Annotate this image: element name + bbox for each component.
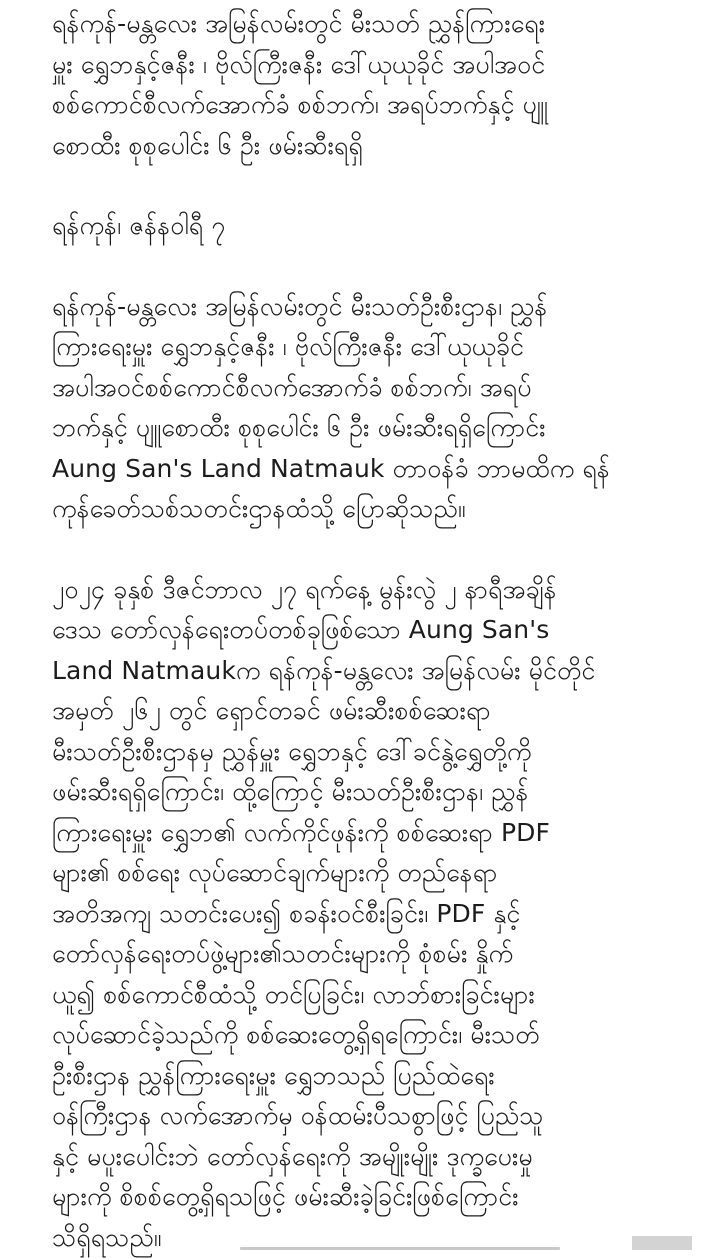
text-line: စောထီး စုစုပေါင်း ၆ ဦး ဖမ်းဆီးရရှိ bbox=[52, 126, 680, 167]
text-line: နှင့် မပူးပေါင်းဘဲ တော်လှန်ရေးကို အမျိုးမျိုး ဒုက္ခပေးမှု bbox=[52, 1137, 680, 1178]
text-line: ကြားရေးမှူး ရွှေဘ၏ လက်ကိုင်ဖုန်းကို စစ်ဆေးရာ PDF bbox=[52, 813, 680, 854]
text-line: လုပ်ဆောင်ခဲ့သည်ကို စစ်ဆေးတွေ့ရှိရကြောင်း၊ မီးသတ် bbox=[52, 1015, 680, 1056]
article-body bbox=[52, 4, 680, 1258]
headline-paragraph bbox=[52, 4, 680, 166]
text-line: စစ်ကောင်စီလက်အောက်ခံ စစ်ဘက်၊ အရပ်ဘက်နှင့် ပျူ bbox=[52, 85, 680, 126]
text-line: ဒေသ တော်လှန်ရေးတပ်တစ်ခုဖြစ်သော Aung San's bbox=[52, 610, 680, 651]
next-content-edge bbox=[0, 1240, 720, 1250]
text-line: သိရှိရသည်။ bbox=[52, 1218, 680, 1258]
dateline-paragraph bbox=[52, 206, 680, 247]
text-line: ရန်ကုန်-မန္တလေး အမြန်လမ်းတွင် မီးသတ်ဦးစီးဌာန၊ ညွှန် bbox=[52, 287, 680, 328]
text-line: ရန်ကုန်၊ ဇန်နဝါရီ ၇ bbox=[52, 206, 680, 247]
text-line: ဖမ်းဆီးရရှိကြောင်း၊ ထို့ကြောင့် မီးသတ်ဦးစီးဌာန၊ ညွှန် bbox=[52, 772, 680, 813]
text-line: ဘက်နှင့် ပျူစောထီး စုစုပေါင်း ၆ ဦး ဖမ်းဆီးရရှိကြောင်း bbox=[52, 408, 680, 449]
text-line: အတိအကျ သတင်းပေး၍ စခန်းဝင်စီးခြင်း၊ PDF နှင့် bbox=[52, 894, 680, 935]
text-line: ကြားရေးမှူး ရွှေဘနှင့်ဇနီး ၊ ဗိုလ်ကြီးဇနီး ဒေါ်ယုယုခိုင် bbox=[52, 327, 680, 368]
text-line: မှူး ရွှေဘနှင့်ဇနီး ၊ ဗိုလ်ကြီးဇနီး ဒေါ်ယုယုခိုင် အပါအဝင် bbox=[52, 45, 680, 86]
text-line: မီးသတ်ဦးစီးဌာနမှ ညွှန်မှူး ရွှေဘနှင့် ဒေါ်ခင်နွဲ့ရွှေတို့ကို bbox=[52, 732, 680, 773]
text-line: Aung San's Land Natmauk တာဝန်ခံ ဘာမထိက ရန် bbox=[52, 449, 680, 490]
text-line: များ၏ စစ်ရေး လုပ်ဆောင်ချက်များကို တည်နေရာ bbox=[52, 853, 680, 894]
text-line: အမှတ် ၂၆၂ တွင် ရှောင်တခင် ဖမ်းဆီးစစ်ဆေးရာ bbox=[52, 691, 680, 732]
text-line: ယူ၍ စစ်ကောင်စီထံသို့ တင်ပြခြင်း၊ လာဘ်စားခြင်းများ bbox=[52, 975, 680, 1016]
text-line: များကို စိစစ်တွေ့ရှိရသဖြင့် ဖမ်းဆီးခဲ့ခြင်းဖြစ်ကြောင်း bbox=[52, 1177, 680, 1218]
text-line: ၂၀၂၄ ခုနှစ် ဒီဇင်ဘာလ ၂၇ ရက်နေ့ မွန်းလွဲ ၂ နာရီအချိန် bbox=[52, 570, 680, 611]
text-line: ဦးစီးဌာန ညွှန်ကြားရေးမှူး ရွှေဘသည် ပြည်ထဲရေး bbox=[52, 1056, 680, 1097]
text-line: တော်လှန်ရေးတပ်ဖွဲ့များ၏သတင်းများကို စုံစမ်း နှိုက် bbox=[52, 934, 680, 975]
text-line: ရန်ကုန်-မန္တလေး အမြန်လမ်းတွင် မီးသတ် ညွှန်ကြားရေး bbox=[52, 4, 680, 45]
text-line: Land Natmaukက ရန်ကုန်-မန္တလေး အမြန်လမ်း မိုင်တိုင် bbox=[52, 651, 680, 692]
lead-paragraph bbox=[52, 287, 680, 530]
body-paragraph bbox=[52, 570, 680, 1258]
text-line: ဝန်ကြီးဌာန လက်အောက်မှ ဝန်ထမ်းပီသစွာဖြင့် ပြည်သူ bbox=[52, 1096, 680, 1137]
scroll-indicator[interactable] bbox=[632, 1236, 692, 1250]
text-line: အပါအဝင်စစ်ကောင်စီလက်အောက်ခံ စစ်ဘက်၊ အရပ် bbox=[52, 368, 680, 409]
text-line: ကုန်ခေတ်သစ်သတင်းဌာနထံသို့ ပြောဆိုသည်။ bbox=[52, 489, 680, 530]
